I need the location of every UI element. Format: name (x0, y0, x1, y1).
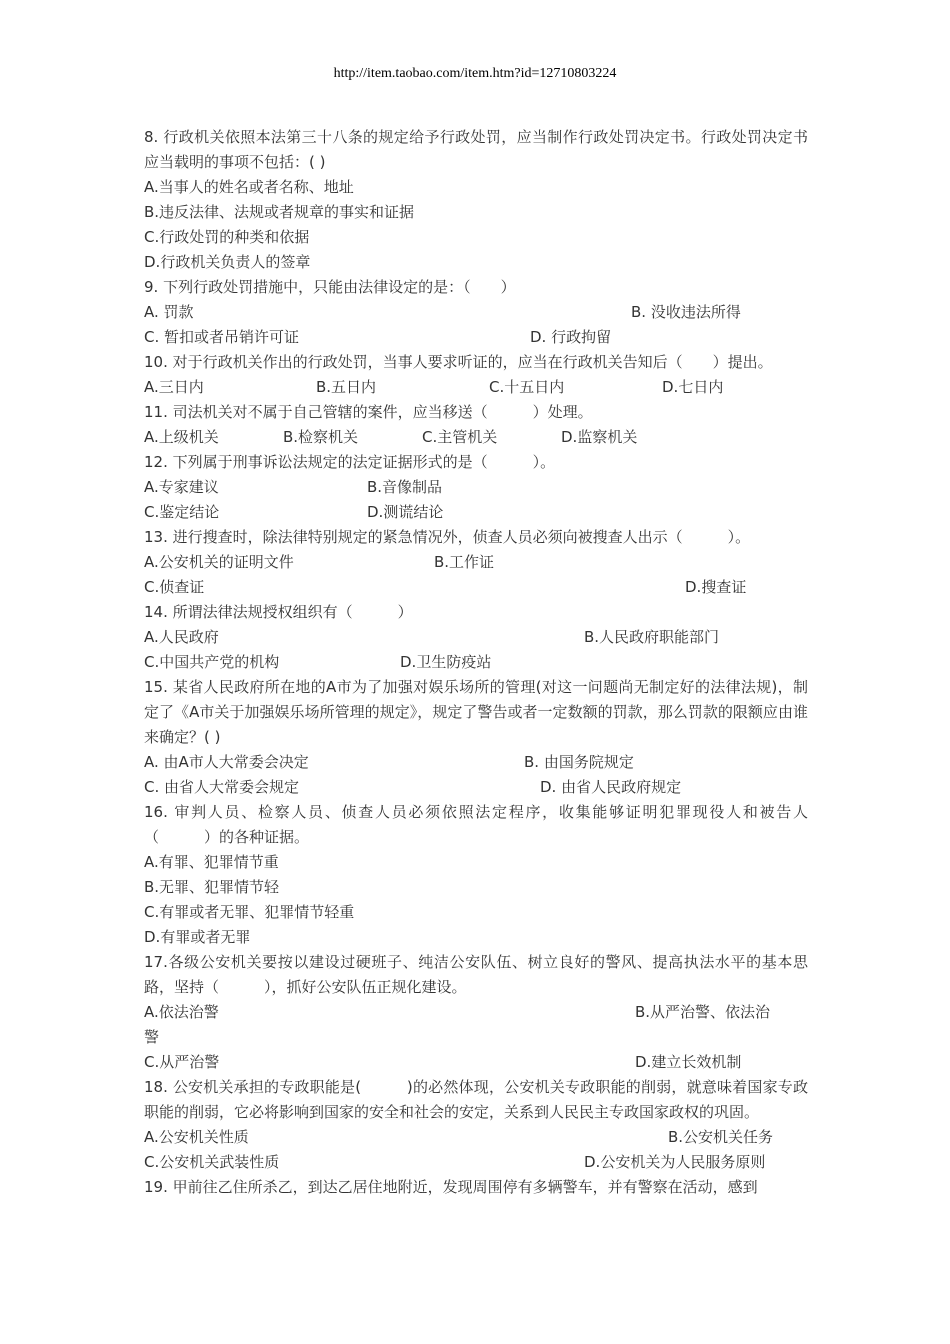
question-10-stem: 10. 对于行政机关作出的行政处罚，当事人要求听证的，应当在行政机关告知后（ ）提出。 (144, 353, 773, 371)
q9-option-c: C. 暂扣或者吊销许可证 (144, 328, 300, 346)
q12-option-a: A.专家建议 (144, 478, 219, 496)
q17-option-d: D.建立长效机制 (635, 1053, 742, 1071)
q8-option-b: B.违反法律、法规或者规章的事实和证据 (144, 203, 415, 221)
q14-option-b: B.人民政府职能部门 (584, 628, 720, 646)
q14-options-row-1 (144, 625, 808, 650)
q13-options-row-2 (144, 575, 808, 600)
q18-options-row-1 (144, 1125, 808, 1150)
q17-option-b: B.从严治警、依法治 (635, 1003, 771, 1021)
q10-option-b: B.五日内 (316, 378, 377, 396)
q14-option-c: C.中国共产党的机构 (144, 653, 280, 671)
q15-options-row-1 (144, 750, 808, 775)
question-12-stem: 12. 下列属于刑事诉讼法规定的法定证据形式的是（ ）。 (144, 453, 556, 471)
q18-options-row-2 (144, 1150, 808, 1175)
q11-option-d: D.监察机关 (561, 428, 638, 446)
q18-option-b: B.公安机关任务 (668, 1128, 774, 1146)
q9-option-d: D. 行政拘留 (530, 328, 612, 346)
q9-option-a: A. 罚款 (144, 303, 194, 321)
q10-options-row (144, 375, 808, 400)
q14-options-row-2 (144, 650, 808, 675)
q18-option-d: D.公安机关为人民服务原则 (584, 1153, 766, 1171)
question-16-stem: 16. 审判人员、检察人员、侦查人员必须依照法定程序，收集能够证明犯罪现役人和被告人（ ）的各种证据。 (144, 803, 808, 846)
q13-option-a: A.公安机关的证明文件 (144, 553, 294, 571)
q10-option-d: D.七日内 (662, 378, 724, 396)
q16-option-b: B.无罪、犯罪情节轻 (144, 878, 280, 896)
q12-options-row-2 (144, 500, 808, 525)
q14-option-a: A.人民政府 (144, 628, 219, 646)
q13-option-c: C.侦查证 (144, 578, 205, 596)
q12-option-c: C.鉴定结论 (144, 503, 220, 521)
q11-option-a: A.上级机关 (144, 428, 219, 446)
question-11-stem: 11. 司法机关对不属于自己管辖的案件，应当移送（ ）处理。 (144, 403, 593, 421)
q9-options-row-2 (144, 325, 808, 350)
q8-option-d: D.行政机关负责人的签章 (144, 253, 311, 271)
q15-options-row-2 (144, 775, 808, 800)
q12-options-row-1 (144, 475, 808, 500)
q15-option-d: D. 由省人民政府规定 (540, 778, 682, 796)
question-13-stem: 13. 进行搜查时，除法律特别规定的紧急情况外，侦查人员必须向被搜查人出示（ ）。 (144, 528, 751, 546)
page-header-url: http://item.taobao.com/item.htm?id=12710803224 (333, 66, 617, 81)
q16-option-c: C.有罪或者无罪、犯罪情节轻重 (144, 903, 355, 921)
q9-options-row-1 (144, 300, 808, 325)
q13-options-row-1 (144, 550, 808, 575)
document-body (144, 125, 808, 1200)
q12-option-d: D.测谎结论 (367, 503, 444, 521)
q13-option-b: B.工作证 (434, 553, 495, 571)
q15-option-b: B. 由国务院规定 (524, 753, 634, 771)
q10-option-c: C.十五日内 (489, 378, 565, 396)
q15-option-a: A. 由A市人大常委会决定 (144, 753, 309, 771)
q18-option-a: A.公安机关性质 (144, 1128, 249, 1146)
q14-option-d: D.卫生防疫站 (400, 653, 492, 671)
q16-option-a: A.有罪、犯罪情节重 (144, 853, 279, 871)
q13-option-d: D.搜查证 (685, 578, 747, 596)
q12-option-b: B.音像制品 (367, 478, 443, 496)
question-9-stem: 9. 下列行政处罚措施中，只能由法律设定的是：（ ） (144, 278, 516, 296)
question-15-stem: 15. 某省人民政府所在地的A市为了加强对娱乐场所的管理(对这一问题尚无制定好的法律法规)，制定了《A市关于加强娱乐场所管理的规定》，规定了警告或者一定数额的罚款，那么罚款的限额应由谁来确定？( ) (144, 678, 808, 746)
q15-option-c: C. 由省人大常委会规定 (144, 778, 300, 796)
q17-option-a: A.依法治警 (144, 1003, 219, 1021)
question-8-stem: 8. 行政机关依照本法第三十八条的规定给予行政处罚，应当制作行政处罚决定书。行政处罚决定书应当载明的事项不包括：( ) (144, 128, 808, 171)
question-18-stem: 18. 公安机关承担的专政职能是( )的必然体现，公安机关专政职能的削弱，就意味着国家专政职能的削弱，它必将影响到国家的安全和社会的安定，关系到人民民主专政国家政权的巩固。 (144, 1078, 808, 1121)
q11-options-row (144, 425, 808, 450)
q16-option-d: D.有罪或者无罪 (144, 928, 251, 946)
q18-option-c: C.公安机关武装性质 (144, 1153, 280, 1171)
q17-options-row-1 (144, 1000, 808, 1025)
question-14-stem: 14. 所谓法律法规授权组织有（ ） (144, 603, 413, 621)
q11-option-b: B.检察机关 (283, 428, 359, 446)
q8-option-a: A.当事人的姓名或者名称、地址 (144, 178, 354, 196)
q9-option-b: B. 没收违法所得 (631, 303, 741, 321)
question-19-stem: 19. 甲前往乙住所杀乙，到达乙居住地附近，发现周围停有多辆警车，并有警察在活动，感到 (144, 1178, 758, 1196)
q17-option-b-wrap: 警 (144, 1028, 160, 1046)
q8-option-c: C.行政处罚的种类和依据 (144, 228, 310, 246)
q11-option-c: C.主管机关 (422, 428, 498, 446)
q17-options-row-2 (144, 1050, 808, 1075)
question-17-stem: 17.各级公安机关要按以建设过硬班子、纯洁公安队伍、树立良好的警风、提高执法水平的基本思路，坚持（ ），抓好公安队伍正规化建设。 (144, 953, 808, 996)
q10-option-a: A.三日内 (144, 378, 204, 396)
q17-option-c: C.从严治警 (144, 1053, 220, 1071)
